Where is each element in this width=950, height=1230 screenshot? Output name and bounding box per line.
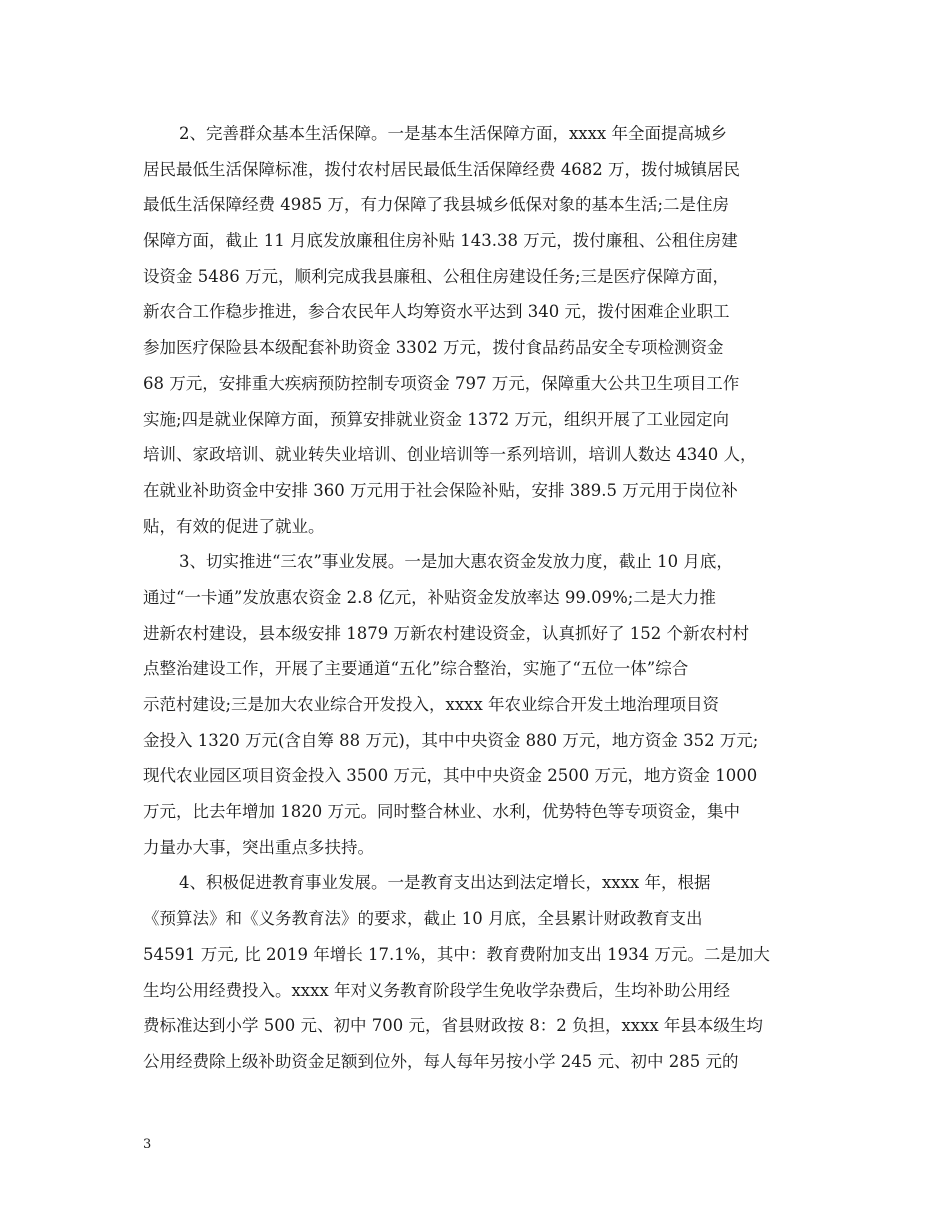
text-line: 保障方面，截止 11 月底发放廉租住房补贴 143.38 万元，拨付廉租、公租住房建 — [143, 231, 738, 251]
paragraph-start-line: 2、完善群众基本生活保障。一是基本生活保障方面，xxxx 年全面提高城乡 — [179, 124, 727, 143]
text-line: 实施;四是就业保障方面，预算安排就业资金 1372 万元，组织开展了工业园定向 — [143, 409, 730, 429]
text-line: 力量办大事，突出重点多扶持。 — [143, 837, 374, 857]
text-line: 生均公用经费投入。xxxx 年对义务教育阶段学生免收学杂费后，生均补助公用经 — [143, 980, 730, 1000]
text-line: 费标准达到小学 500 元、初中 700 元，省县财政按 8：2 负担，xxxx 年县本级生均 — [143, 1016, 763, 1036]
text-line: 示范村建设;三是加大农业综合开发投入，xxxx 年农业综合开发土地治理项目资 — [143, 695, 720, 714]
text-line: 通过“一卡通”发放惠农资金 2.8 亿元，补贴资金发放率达 99.09%;二是大力推 — [143, 587, 716, 607]
body-text — [143, 116, 815, 1080]
text-line: 点整治建设工作，开展了主要通道“五化”综合整治，实施了“五位一体”综合 — [143, 659, 689, 679]
text-line: 《预算法》和《义务教育法》的要求，截止 10 月底，全县累计财政教育支出 — [143, 909, 703, 929]
text-line: 最低生活保障经费 4985 万，有力保障了我县城乡低保对象的基本生活;二是住房 — [143, 195, 730, 215]
text-line: 新农合工作稳步推进，参合农民年人均筹资水平达到 340 元，拨付困难企业职工 — [143, 302, 730, 322]
text-line: 贴，有效的促进了就业。 — [143, 516, 325, 536]
text-line: 万元，比去年增加 1820 万元。同时整合林业、水利，优势特色等专项资金，集中 — [143, 802, 740, 822]
paragraph-start-line: 4、积极促进教育事业发展。一是教育支出达到法定增长，xxxx 年，根据 — [179, 873, 711, 893]
text-line: 在就业补助资金中安排 360 万元用于社会保险补贴，安排 389.5 万元用于岗位补 — [143, 480, 738, 500]
text-line: 现代农业园区项目资金投入 3500 万元，其中中央资金 2500 万元，地方资金 1000 — [143, 766, 758, 786]
paragraph-start-line: 3、切实推进“三农”事业发展。一是加大惠农资金发放力度，截止 10 月底， — [179, 552, 733, 572]
text-line: 68 万元，安排重大疾病预防控制专项资金 797 万元，保障重大公共卫生项目工作 — [143, 373, 740, 393]
text-line: 培训、家政培训、就业转失业培训、创业培训等一系列培训，培训人数达 4340 人， — [143, 445, 757, 465]
text-line: 金投入 1320 万元(含自筹 88 万元)，其中中央资金 880 万元，地方资金 352 万元; — [143, 730, 759, 750]
text-line: 设资金 5486 万元，顺利完成我县廉租、公租住房建设任务;三是医疗保障方面， — [143, 266, 730, 286]
text-line: 公用经费除上级补助资金足额到位外，每人每年另按小学 245 元、初中 285 元的 — [143, 1051, 739, 1071]
text-line: 居民最低生活保障标准，拨付农村居民最低生活保障经费 4682 万，拨付城镇居民 — [143, 159, 740, 179]
text-line: 54591 万元, 比 2019 年增长 17.1%，其中：教育费附加支出 1934 万元。二是加大 — [143, 944, 770, 964]
text-line: 参加医疗保险县本级配套补助资金 3302 万元，拨付食品药品安全专项检测资金 — [143, 338, 724, 358]
text-line: 进新农村建设，县本级安排 1879 万新农村建设资金，认真抓好了 152 个新农村村 — [143, 623, 749, 643]
page-number: 3 — [143, 1137, 152, 1152]
